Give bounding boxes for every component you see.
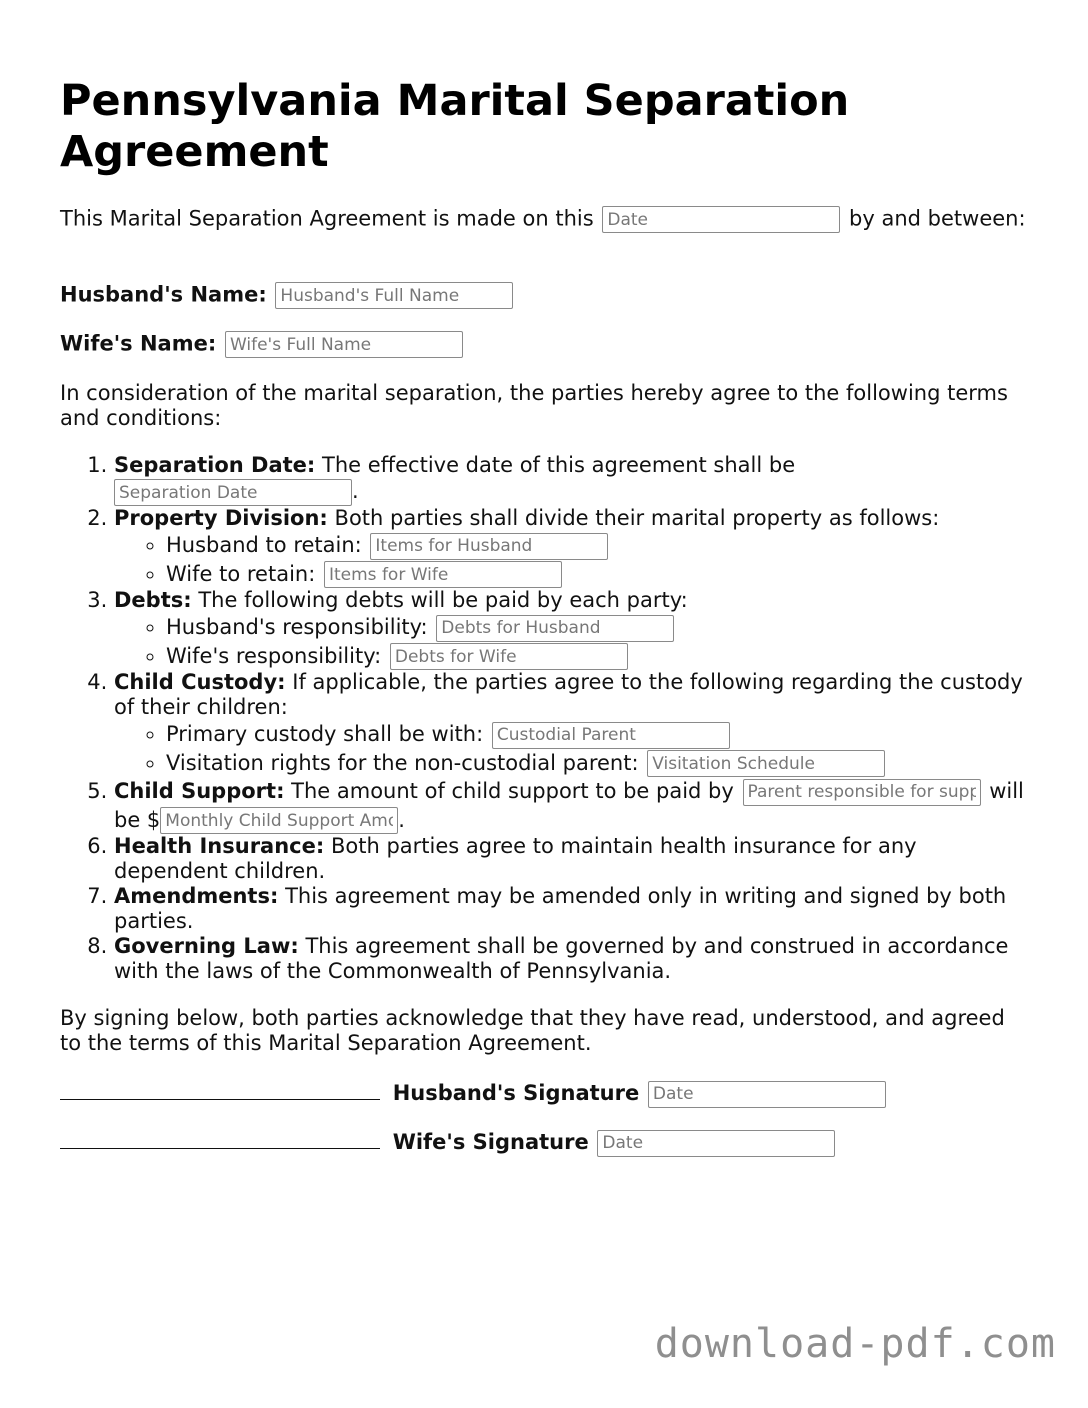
term-text: The following debts will be paid by each party: (198, 588, 688, 612)
husband-signature-row (60, 1077, 1030, 1108)
term-end: . (352, 479, 359, 503)
debts-sublist (114, 613, 1030, 670)
term-label: Amendments: (114, 884, 279, 908)
wife-name-label: Wife's Name: (60, 331, 217, 356)
intro-text-before: This Marital Separation Agreement is made on this (60, 206, 594, 231)
primary-custody-label: Primary custody shall be with: (166, 722, 484, 746)
list-item (166, 749, 1030, 778)
custodial-parent-input[interactable] (492, 722, 730, 749)
term-text: This agreement may be amended only in writing and signed by both parties. (114, 884, 1007, 933)
support-amount-input[interactable] (160, 807, 398, 834)
property-sublist (114, 531, 1030, 588)
term-label: Separation Date: (114, 453, 316, 477)
list-item (166, 560, 1030, 589)
wife-signature-line[interactable] (60, 1126, 380, 1149)
wife-name-input[interactable] (225, 331, 463, 358)
term-label: Property Division: (114, 506, 328, 530)
term-debts (114, 588, 1030, 670)
term-text: This agreement shall be governed by and construed in accordance with the laws of the Commonwealth of Pennsylvania. (114, 934, 1009, 983)
husband-signature-date-input[interactable] (648, 1081, 886, 1108)
acknowledge-paragraph: By signing below, both parties acknowledge that they have read, understood, and agreed to the terms of this Marital Separation Agreement. (60, 1006, 1005, 1055)
term-label: Debts: (114, 588, 192, 612)
term-property-division (114, 506, 1030, 588)
term-separation-date (114, 453, 1030, 506)
custody-sublist (114, 720, 1030, 777)
husband-signature-label: Husband's Signature (392, 1081, 640, 1105)
support-will-text: will be $ (114, 779, 1024, 832)
visitation-label: Visitation rights for the non-custodial parent: (166, 750, 639, 775)
term-amendments (114, 884, 1030, 934)
term-child-support (114, 777, 1030, 834)
term-health-insurance (114, 834, 1030, 884)
term-child-custody (114, 670, 1030, 777)
intro-paragraph (60, 206, 1030, 233)
term-label: Child Custody: (114, 670, 286, 694)
husband-signature-line[interactable] (60, 1077, 380, 1100)
support-parent-input[interactable] (743, 779, 981, 806)
husband-debts-label: Husband's responsibility: (166, 615, 428, 639)
list-item (166, 613, 1030, 642)
term-label: Governing Law: (114, 934, 299, 958)
wife-items-input[interactable] (324, 561, 562, 588)
term-text: The amount of child support to be paid by (291, 779, 734, 803)
intro-text-after: by and between: (849, 206, 1026, 231)
page-title: Pennsylvania Marital Separation Agreement (60, 76, 850, 177)
term-text: If applicable, the parties agree to the following regarding the custody of their children: (114, 670, 1023, 719)
term-text: Both parties shall divide their marital property as follows: (334, 506, 940, 530)
wife-signature-row (60, 1126, 1030, 1157)
wife-name-row (60, 331, 1030, 358)
consideration-paragraph: In consideration of the marital separation, the parties hereby agree to the following terms and conditions: (60, 381, 1008, 430)
husband-items-input[interactable] (370, 533, 608, 560)
wife-signature-label: Wife's Signature (392, 1130, 589, 1154)
watermark: download-pdf.com (654, 1321, 1056, 1367)
list-item (166, 642, 1030, 671)
agreement-date-input[interactable] (602, 206, 840, 233)
term-governing-law (114, 934, 1030, 984)
wife-debts-input[interactable] (390, 643, 628, 670)
visitation-schedule-input[interactable] (647, 750, 885, 777)
term-label: Health Insurance: (114, 834, 325, 858)
separation-date-input[interactable] (114, 479, 352, 506)
wife-debts-label: Wife's responsibility: (166, 643, 382, 668)
wife-retain-label: Wife to retain: (166, 561, 316, 586)
husband-retain-label: Husband to retain: (166, 533, 362, 557)
term-text: The effective date of this agreement shall be (322, 453, 796, 477)
list-item (166, 720, 1030, 749)
wife-signature-date-input[interactable] (597, 1130, 835, 1157)
term-end: . (398, 807, 405, 832)
list-item (166, 531, 1030, 560)
husband-name-input[interactable] (275, 282, 513, 309)
husband-debts-input[interactable] (436, 615, 674, 642)
terms-list (60, 453, 1030, 984)
husband-name-label: Husband's Name: (60, 282, 267, 307)
term-label: Child Support: (114, 779, 285, 803)
husband-name-row (60, 282, 1030, 309)
term-text: Both parties agree to maintain health insurance for any dependent children. (114, 834, 917, 883)
